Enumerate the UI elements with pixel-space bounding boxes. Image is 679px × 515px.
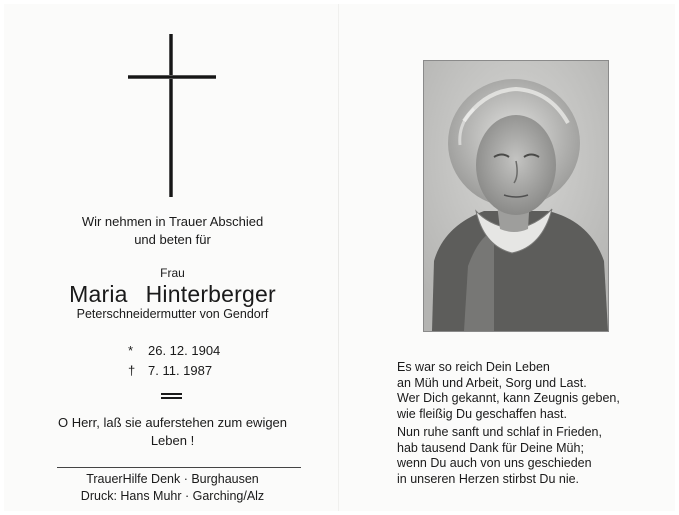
poem-line: wenn Du auch von uns geschieden [397, 456, 592, 470]
first-name: Maria [69, 281, 128, 307]
intro-line-2: und beten für [134, 232, 211, 247]
poem-line: wie fleißig Du geschaffen hast. [397, 406, 568, 421]
divider-double-top [161, 393, 182, 395]
cross-icon-bar [128, 75, 216, 79]
deceased-subtitle: Peterschneidermutter von Gendorf [76, 307, 269, 321]
divider-double-bottom [161, 397, 182, 399]
died-symbol: † [128, 363, 136, 378]
poem-line: in unseren Herzen stirbst Du nie. [397, 471, 580, 486]
portrait-photo [423, 60, 609, 332]
imprint-line-1: TrauerHilfe Denk · Burghausen [86, 472, 259, 486]
poem-stanza-1 [397, 360, 620, 422]
last-name: Hinterberger [145, 281, 276, 307]
born-symbol: * [128, 343, 134, 358]
born-date: 26. 12. 1904 [148, 343, 221, 358]
deceased-name [40, 281, 305, 308]
poem-line: Es war so reich Dein Leben [397, 360, 550, 374]
poem-line: an Müh und Arbeit, Sorg und Last. [397, 375, 587, 390]
poem-stanza-2 [397, 425, 602, 487]
poem-line: hab tausend Dank für Deine Müh; [397, 440, 584, 455]
salutation: Frau [160, 266, 185, 280]
poem-line: Wer Dich gekannt, kann Zeugnis geben, [397, 391, 620, 405]
cross-icon [169, 34, 173, 197]
prayer-line-2: Leben ! [150, 433, 195, 448]
prayer-line-1: O Herr, laß sie auferstehen zum ewigen [57, 415, 288, 430]
intro-line-1: Wir nehmen in Trauer Abschied [81, 214, 264, 229]
imprint-rule [57, 467, 301, 468]
imprint-line-2: Druck: Hans Muhr · Garching/Alz [80, 489, 265, 503]
died-date: 7. 11. 1987 [148, 363, 213, 378]
poem-line: Nun ruhe sanft und schlaf in Frieden, [397, 425, 602, 439]
card-fold [338, 4, 339, 511]
